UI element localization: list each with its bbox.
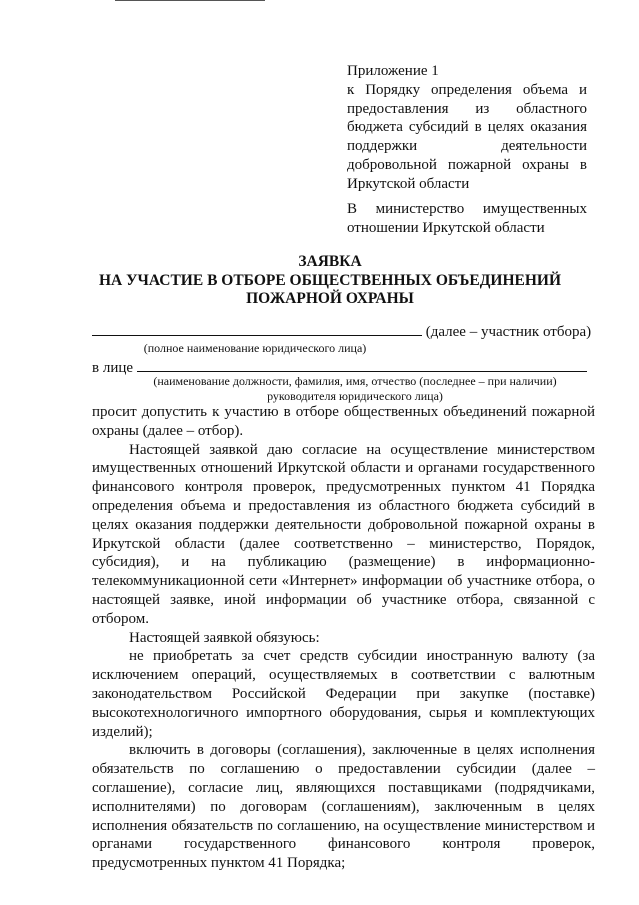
heading-line-1: ЗАЯВКА (298, 253, 362, 270)
applicant-line (92, 320, 595, 342)
obligation-paragraph-2: включить в договоры (соглашения), заключенные в целях исполнения обязательств по соглашению о предоставлении субсидии (далее – соглашение), согласие лиц, являющихся поставщиками (подрядчиками, исполнителями) по договорам (соглашениям), заключенным в целях исполнения обязательств по соглашению, на осуществление министерством и органами государственного финансового контроля проверок, предусмотренных пунктом 41 Порядка; (92, 742, 595, 872)
applicant-suffix: (далее – участник отбора) (425, 324, 592, 340)
appendix-block (347, 62, 587, 194)
representative-caption-line-2: руководителя юридического лица) (267, 389, 443, 403)
body-text (92, 403, 595, 873)
obligations-intro: Настоящей заявкой обязуюсь: (129, 629, 320, 646)
representative-caption-line-1: (наименование должности, фамилия, имя, отчество (последнее – при наличии) (153, 374, 557, 388)
representative-caption (120, 374, 590, 404)
top-rule (115, 0, 265, 1)
request-paragraph: просит допустить к участию в отборе общественных объединений пожарной охраны (далее – отбор). (92, 404, 595, 439)
applicant-name-blank (92, 320, 422, 336)
representative-blank (137, 356, 587, 372)
applicant-caption: (полное наименование юридического лица) (143, 341, 367, 355)
document-heading (60, 253, 600, 309)
addressee: В министерство имущественных отношении Иркутской области (347, 201, 587, 236)
obligation-paragraph-1: не приобретать за счет средств субсидии иностранную валюту (за исключением операций, осуществляемых в соответствии с валютным законодательством Российской Федерации при закупке (поставке) высокотехнологичного импортного оборудования, сырья и комплектующих изделий); (92, 648, 595, 740)
heading-line-3: ПОЖАРНОЙ ОХРАНЫ (246, 290, 414, 307)
heading-line-2: НА УЧАСТИЕ В ОТБОРЕ ОБЩЕСТВЕННЫХ ОБЪЕДИНЕНИЙ (98, 271, 562, 289)
representative-prefix: в лице (92, 360, 134, 376)
consent-paragraph: Настоящей заявкой даю согласие на осуществление министерством имущественных отношений Иркутской области и органами государственного финансового контроля проверок, предусмотренных пунктом 41 Порядка определения объема и предоставления из областного бюджета субсидий в целях оказания поддержки деятельности добровольной пожарной охраны в Иркутской области (далее соответственно – министерство, Порядок, субсидия), и на публикацию (размещение) в информационно-телекоммуникационной сети «Интернет» информации об участнике отбора, о настоящей заявке, иной информации об участнике отбора, связанной с отбором. (92, 441, 595, 627)
appendix-text: к Порядку определения объема и предоставления из областного бюджета субсидий в целях оказания поддержки деятельности добровольной пожарной охраны в Иркутской области (347, 81, 587, 192)
appendix-title: Приложение 1 (347, 63, 439, 79)
